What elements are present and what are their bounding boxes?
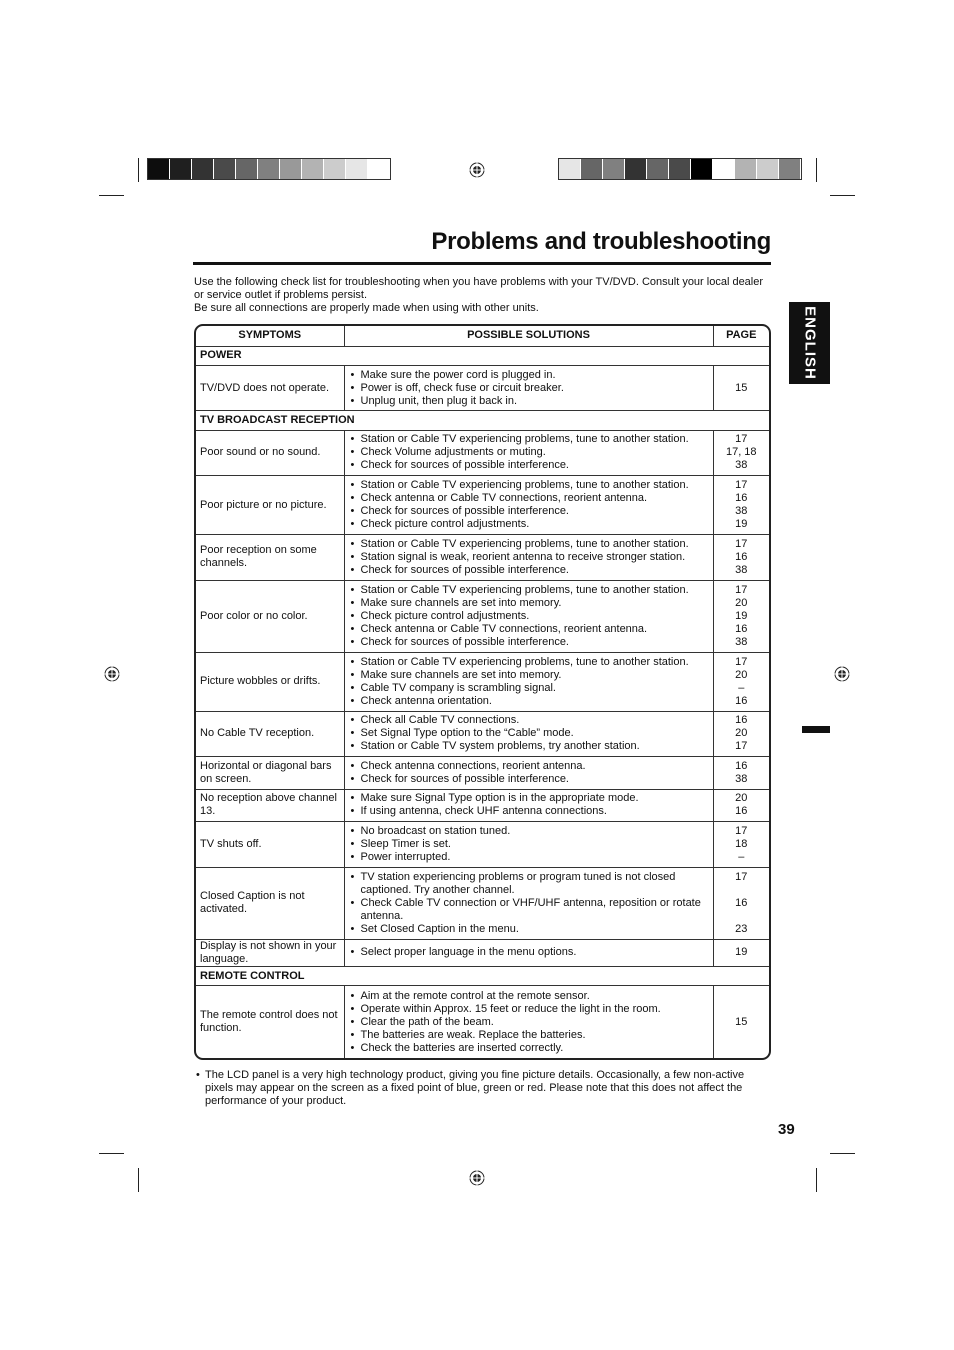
symptom-cell: Display is not shown in your language. (196, 939, 344, 966)
solution-item: • Aim at the remote control at the remote sensor. (349, 990, 709, 1003)
symptom-cell: Poor color or no color. (196, 580, 344, 652)
color-swatch (669, 159, 691, 179)
color-swatch (236, 159, 258, 179)
solutions-cell (344, 939, 713, 966)
page-reference (718, 990, 766, 1003)
symptom-cell: Poor sound or no sound. (196, 430, 344, 476)
crop-mark (138, 1168, 139, 1192)
solution-item: • Station or Cable TV experiencing problems, tune to another station. (349, 584, 709, 597)
section-title: TV BROADCAST RECEPTION (196, 411, 769, 430)
symptom-cell: Picture wobbles or drifts. (196, 652, 344, 711)
color-swatch (735, 159, 757, 179)
column-header-symptoms: SYMPTOMS (196, 326, 344, 346)
color-swatch (757, 159, 779, 179)
section-title: POWER (196, 346, 769, 365)
symptom-cell: No Cable TV reception. (196, 711, 344, 757)
page-reference: 17 (735, 824, 748, 837)
solution-item: • Station or Cable TV experiencing problems, tune to another station. (349, 479, 709, 492)
page-number: 39 (778, 1121, 795, 1138)
solutions-cell (344, 822, 713, 868)
page-reference: 20 (735, 668, 748, 681)
color-swatch (170, 159, 192, 179)
solution-item: • Check for sources of possible interference. (349, 636, 709, 649)
language-tab-label: ENGLISH (801, 306, 818, 380)
page-reference: 20 (735, 596, 748, 609)
page-cell (713, 580, 769, 652)
table-row (196, 789, 769, 821)
symptom-cell: The remote control does not function. (196, 986, 344, 1058)
color-swatch (368, 159, 390, 179)
color-swatch (346, 159, 368, 179)
solution-item: • Power is off, check fuse or circuit breaker. (349, 382, 709, 395)
solutions-cell (344, 711, 713, 757)
registration-target-icon (469, 162, 485, 178)
color-swatch (324, 159, 346, 179)
color-swatch (148, 159, 170, 179)
page-reference: 16 (735, 492, 748, 505)
color-swatch (258, 159, 280, 179)
page-reference: 17 (735, 583, 748, 596)
solutions-cell (344, 580, 713, 652)
table-row (196, 476, 769, 535)
solution-item: • Check antenna connections, reorient antenna. (349, 760, 709, 773)
intro-text (194, 276, 770, 315)
registration-target-icon (469, 1170, 485, 1186)
page-reference: 19 (735, 609, 748, 622)
page-cell (713, 789, 769, 821)
page-cell (713, 867, 769, 939)
page-reference: 20 (735, 792, 748, 805)
solutions-cell (344, 535, 713, 581)
page-cell (713, 430, 769, 476)
solution-item: • Check antenna orientation. (349, 695, 709, 708)
crop-mark (138, 158, 139, 182)
solutions-cell (344, 867, 713, 939)
page-reference: 17 (735, 537, 748, 550)
page-reference: – (738, 681, 745, 694)
solution-item: • Check for sources of possible interference. (349, 773, 709, 786)
solution-item: • Set Signal Type option to the “Cable” mode. (349, 727, 709, 740)
solution-item: • Make sure the power cord is plugged in. (349, 369, 709, 382)
solution-item: • Power interrupted. (349, 851, 709, 864)
intro-line: Be sure all connections are properly made when using with other units. (194, 302, 539, 314)
page-reference: 16 (735, 550, 748, 563)
solution-item: • Check all Cable TV connections. (349, 714, 709, 727)
color-swatch (779, 159, 801, 179)
solution-item: • Check Cable TV connection or VHF/UHF antenna, reposition or rotate antenna. (349, 897, 709, 923)
page-reference (718, 1029, 766, 1042)
table-row (196, 365, 769, 411)
solutions-cell (344, 986, 713, 1058)
table-row (196, 822, 769, 868)
solution-item: • Station or Cable TV system problems, try another station. (349, 740, 709, 753)
solutions-cell (344, 430, 713, 476)
solution-item: • Make sure channels are set into memory. (349, 669, 709, 682)
color-swatch (559, 159, 581, 179)
solutions-cell (344, 757, 713, 789)
page-reference: 16 (735, 759, 748, 772)
symptom-cell: Poor reception on some channels. (196, 535, 344, 581)
section-header-row (196, 967, 769, 986)
page-cell (713, 986, 769, 1058)
page-reference: 16 (735, 622, 748, 635)
page-cell (713, 939, 769, 966)
solution-item: • If using antenna, check UHF antenna connections. (349, 805, 709, 818)
color-swatch (280, 159, 302, 179)
table-row (196, 652, 769, 711)
solution-item: • Check the batteries are inserted correctly. (349, 1042, 709, 1055)
symptom-cell: No reception above channel 13. (196, 789, 344, 821)
crop-mark (816, 1168, 817, 1192)
solution-item: • Station signal is weak, reorient antenna to receive stronger station. (349, 551, 709, 564)
solution-item: • Unplug unit, then plug it back in. (349, 395, 709, 408)
solutions-cell (344, 365, 713, 411)
solution-item: • Check picture control adjustments. (349, 610, 709, 623)
solution-item: • Make sure Signal Type option is in the appropriate mode. (349, 792, 709, 805)
page-reference: 19 (735, 518, 748, 531)
color-swatch (691, 159, 713, 179)
intro-line: Use the following check list for troubleshooting when you have problems with your TV/DVD. Consult your local dealer or service outlet if problems persist. (194, 276, 764, 301)
page-reference: 16 (735, 805, 748, 818)
symptom-cell: TV shuts off. (196, 822, 344, 868)
page-reference: 23 (735, 922, 748, 935)
page-reference: 17 (735, 870, 748, 883)
section-title: REMOTE CONTROL (196, 967, 769, 986)
color-calibration-bar-left (147, 158, 391, 180)
table-row (196, 430, 769, 476)
troubleshooting-table (194, 324, 771, 1060)
solution-item: • Select proper language in the menu options. (349, 946, 709, 959)
crop-mark (830, 195, 855, 196)
symptom-cell: Poor picture or no picture. (196, 476, 344, 535)
page-reference: 38 (735, 505, 748, 518)
crop-mark (99, 195, 124, 196)
page-cell (713, 652, 769, 711)
page-reference: 38 (735, 772, 748, 785)
page-reference: 15 (735, 1015, 748, 1028)
solution-item: • Set Closed Caption in the menu. (349, 923, 709, 936)
page-reference (718, 1003, 766, 1016)
page-cell (713, 711, 769, 757)
section-header-row (196, 411, 769, 430)
page-cell (713, 822, 769, 868)
page-reference (718, 910, 766, 923)
table-row (196, 580, 769, 652)
solution-item: • No broadcast on station tuned. (349, 825, 709, 838)
color-swatch (302, 159, 324, 179)
solutions-cell (344, 652, 713, 711)
section-header-row (196, 346, 769, 365)
solution-item: • Check picture control adjustments. (349, 518, 709, 531)
color-swatch (647, 159, 669, 179)
column-header-solutions: POSSIBLE SOLUTIONS (344, 326, 713, 346)
page-reference: 15 (735, 381, 748, 394)
page-reference: 38 (735, 563, 748, 576)
table-row (196, 535, 769, 581)
solution-item: • Station or Cable TV experiencing problems, tune to another station. (349, 656, 709, 669)
color-swatch (214, 159, 236, 179)
solution-item: • Operate within Approx. 15 feet or reduce the light in the room. (349, 1003, 709, 1016)
column-header-page: PAGE (713, 326, 769, 346)
title-underline (193, 262, 771, 265)
symptom-cell: TV/DVD does not operate. (196, 365, 344, 411)
page-reference: 18 (735, 837, 748, 850)
solution-item: • Check for sources of possible interference. (349, 459, 709, 472)
table-row (196, 867, 769, 939)
footnote (194, 1069, 769, 1108)
crop-mark (816, 158, 817, 182)
color-swatch (603, 159, 625, 179)
solutions-cell (344, 789, 713, 821)
color-swatch (192, 159, 214, 179)
solution-item: • The batteries are weak. Replace the batteries. (349, 1029, 709, 1042)
section-marker (802, 726, 830, 733)
language-tab (789, 302, 830, 384)
crop-mark (830, 1153, 855, 1154)
solution-item: • Cable TV company is scrambling signal. (349, 682, 709, 695)
color-swatch (625, 159, 647, 179)
page-reference: 17, 18 (725, 446, 757, 459)
page-cell (713, 535, 769, 581)
solution-item: • Check for sources of possible interference. (349, 505, 709, 518)
page-reference: 17 (735, 655, 748, 668)
page-reference (718, 395, 766, 408)
page-reference: 19 (735, 946, 748, 959)
symptom-cell: Closed Caption is not activated. (196, 867, 344, 939)
solutions-cell (344, 476, 713, 535)
page-cell (713, 365, 769, 411)
page-reference (718, 884, 766, 897)
solution-item: • TV station experiencing problems or program tuned is not closed captioned. Try another channel. (349, 871, 709, 897)
page-cell (713, 476, 769, 535)
page-reference: – (738, 850, 745, 863)
solution-item: • Check antenna or Cable TV connections, reorient antenna. (349, 492, 709, 505)
page-reference: 38 (735, 459, 748, 472)
solution-item: • Check antenna or Cable TV connections, reorient antenna. (349, 623, 709, 636)
page-reference: 38 (735, 635, 748, 648)
page-reference: 20 (735, 727, 748, 740)
page-cell (713, 757, 769, 789)
solution-item: • Check for sources of possible interference. (349, 564, 709, 577)
table-row (196, 711, 769, 757)
color-swatch (581, 159, 603, 179)
color-calibration-bar-right (558, 158, 802, 180)
page-reference (718, 1042, 766, 1055)
page-reference: 16 (735, 714, 748, 727)
crop-mark (99, 1153, 124, 1154)
solution-item: • Sleep Timer is set. (349, 838, 709, 851)
footnote-text: • The LCD panel is a very high technology product, giving you fine picture details. Occasionally, a few non-active pixels may appear on the screen as a fixed point of blue, green or red. Please note that this does not affect the performance of your product. (194, 1069, 769, 1108)
table-row (196, 757, 769, 789)
solution-item: • Station or Cable TV experiencing problems, tune to another station. (349, 538, 709, 551)
solution-item: • Clear the path of the beam. (349, 1016, 709, 1029)
solution-item: • Station or Cable TV experiencing problems, tune to another station. (349, 433, 709, 446)
table-row (196, 986, 769, 1058)
page-reference: 16 (735, 896, 748, 909)
color-swatch (713, 159, 735, 179)
solution-item: • Make sure channels are set into memory. (349, 597, 709, 610)
page-reference: 17 (735, 479, 748, 492)
symptom-cell: Horizontal or diagonal bars on screen. (196, 757, 344, 789)
registration-target-icon (834, 666, 850, 682)
page-reference: 17 (735, 433, 748, 446)
table-row (196, 939, 769, 966)
page-reference (718, 369, 766, 382)
page-reference: 17 (735, 740, 748, 753)
page-title: Problems and troubleshooting (431, 228, 771, 255)
page-reference: 16 (735, 694, 748, 707)
registration-target-icon (104, 666, 120, 682)
solution-item: • Check Volume adjustments or muting. (349, 446, 709, 459)
